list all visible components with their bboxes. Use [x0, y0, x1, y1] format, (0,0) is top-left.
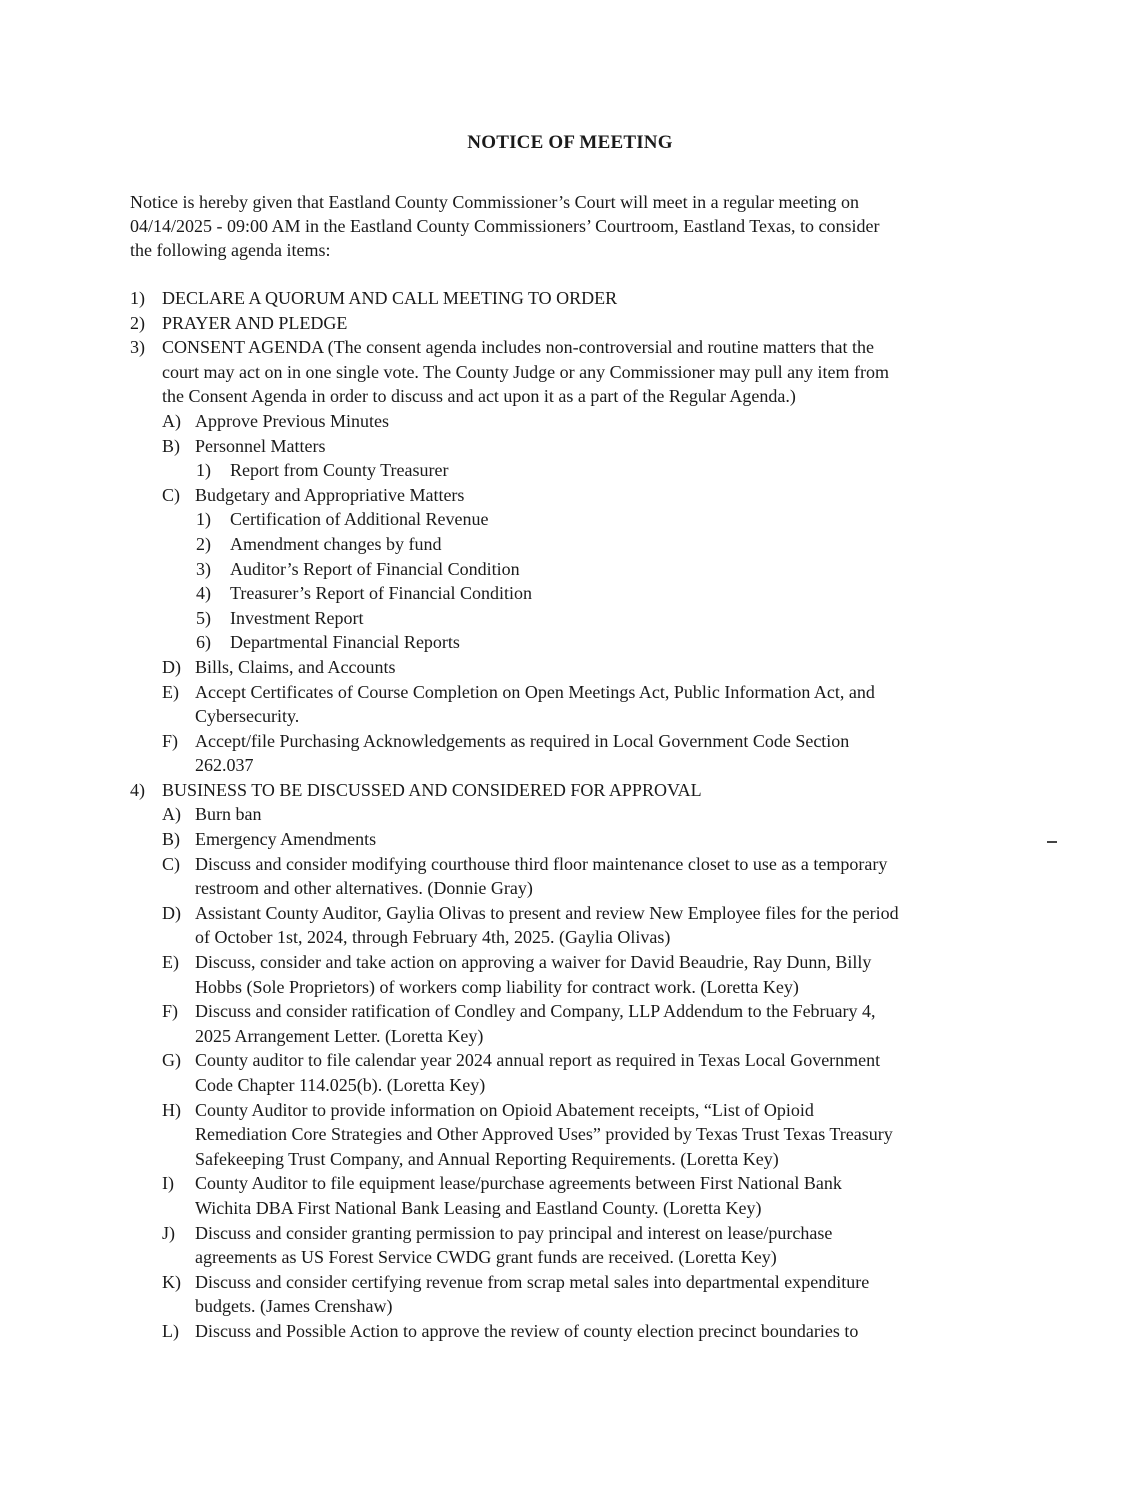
agenda-item-line: Accept Certificates of Course Completion on Open Meetings Act, Public Information Act, and	[195, 681, 875, 702]
agenda-item-number: E)	[162, 681, 179, 702]
agenda-item-line: Investment Report	[230, 607, 364, 628]
agenda-item-text	[162, 778, 1030, 803]
agenda-item-line: Code Chapter 114.025(b). (Loretta Key)	[195, 1075, 486, 1095]
agenda-item-line: Remediation Core Strategies and Other Approved Uses” provided by Texas Trust Texas Treasury	[195, 1124, 893, 1145]
agenda-item	[130, 778, 1030, 803]
agenda-item-line: Wichita DBA First National Bank Leasing and Eastland County. (Loretta Key)	[195, 1197, 762, 1218]
agenda-item-line: the Consent Agenda in order to discuss and act upon it as a part of the Regular Agenda.)	[162, 386, 796, 407]
page-title: NOTICE OF MEETING	[467, 132, 673, 153]
agenda-item-text	[195, 1319, 1030, 1344]
agenda-item-line: Personnel Matters	[195, 435, 326, 456]
agenda-item-number: B)	[162, 829, 180, 850]
agenda-item	[130, 1048, 1030, 1097]
agenda-item-number: D)	[162, 656, 181, 677]
agenda-item-text	[230, 581, 1030, 606]
agenda-item-number: 1)	[196, 509, 211, 530]
agenda-item	[130, 507, 1030, 532]
agenda-item-line: Safekeeping Trust Company, and Annual Reporting Requirements. (Loretta Key)	[195, 1148, 779, 1169]
agenda-item-text	[230, 630, 1030, 655]
agenda-item-text	[230, 606, 1030, 631]
agenda-item	[130, 1221, 1030, 1270]
notice-line: 04/14/2025 - 09:00 AM in the Eastland County Commissioners’ Courtroom, Eastland Texas, to consider	[130, 216, 880, 236]
agenda-item-text	[230, 458, 1030, 483]
agenda-item-number: 3)	[130, 337, 145, 358]
agenda-item	[130, 827, 1030, 852]
agenda-item-text	[195, 852, 1030, 901]
agenda-item	[130, 532, 1030, 557]
agenda-item-line: 2025 Arrangement Letter. (Loretta Key)	[195, 1025, 484, 1046]
agenda-item-line: Cybersecurity.	[195, 706, 300, 727]
agenda-item-line: Hobbs (Sole Proprietors) of workers comp liability for contract work. (Loretta Key)	[195, 976, 799, 997]
agenda-list	[130, 286, 1030, 1344]
agenda-item-line: Discuss and consider certifying revenue from scrap metal sales into departmental expenditure	[195, 1271, 870, 1292]
agenda-item-number: G)	[162, 1050, 181, 1071]
agenda-item	[130, 729, 1030, 778]
notice-paragraph	[130, 190, 1010, 262]
agenda-item-number: C)	[162, 484, 180, 505]
agenda-item	[130, 1098, 1030, 1172]
agenda-item-line: agreements as US Forest Service CWDG grant funds are received. (Loretta Key)	[195, 1247, 777, 1268]
scan-mark	[1047, 841, 1057, 843]
agenda-item-number: A)	[162, 804, 181, 825]
agenda-item-line: court may act on in one single vote. The County Judge or any Commissioner may pull any item from	[162, 361, 890, 382]
agenda-item-number: H)	[162, 1099, 181, 1120]
agenda-item-number: B)	[162, 435, 180, 456]
agenda-item-number: 3)	[196, 558, 211, 579]
agenda-item-text	[195, 827, 1030, 852]
agenda-item-line: 262.037	[195, 755, 254, 776]
agenda-item-line: Assistant County Auditor, Gaylia Olivas to present and review New Employee files for the period	[195, 902, 899, 923]
agenda-item-line: BUSINESS TO BE DISCUSSED AND CONSIDERED FOR APPROVAL	[162, 779, 702, 800]
agenda-item-line: budgets. (James Crenshaw)	[195, 1296, 393, 1317]
agenda-item	[130, 311, 1030, 336]
agenda-item-line: Discuss and consider modifying courthouse third floor maintenance closet to use as a temporary	[195, 853, 888, 874]
agenda-item-line: Amendment changes by fund	[230, 533, 442, 554]
agenda-item-number: 5)	[196, 607, 211, 628]
agenda-item-text	[195, 409, 1030, 434]
agenda-item-text	[195, 655, 1030, 680]
agenda-item-line: Certification of Additional Revenue	[230, 509, 489, 530]
agenda-item-line: DECLARE A QUORUM AND CALL MEETING TO ORDER	[162, 288, 618, 308]
agenda-item-line: Approve Previous Minutes	[195, 410, 389, 431]
agenda-item-line: County Auditor to file equipment lease/purchase agreements between First National Bank	[195, 1173, 842, 1194]
agenda-item-number: I)	[162, 1173, 174, 1194]
agenda-item	[130, 1171, 1030, 1220]
agenda-item	[130, 1270, 1030, 1319]
agenda-item-text	[162, 335, 1030, 409]
agenda-item-text	[195, 680, 1030, 729]
agenda-item-line: Discuss and Possible Action to approve the review of county election precinct boundaries to	[195, 1320, 859, 1341]
agenda-item-line: County Auditor to provide information on Opioid Abatement receipts, “List of Opioid	[195, 1099, 814, 1120]
agenda-item-text	[230, 532, 1030, 557]
agenda-item	[130, 999, 1030, 1048]
agenda-item-number: F)	[162, 730, 179, 751]
agenda-item-line: Bills, Claims, and Accounts	[195, 656, 396, 677]
agenda-item-number: A)	[162, 410, 181, 431]
agenda-item-number: 2)	[196, 533, 211, 554]
agenda-item	[130, 557, 1030, 582]
agenda-item-text	[195, 1048, 1030, 1097]
agenda-item	[130, 901, 1030, 950]
agenda-item-line: Discuss and consider ratification of Condley and Company, LLP Addendum to the February 4,	[195, 1001, 876, 1022]
agenda-item	[130, 1319, 1030, 1344]
agenda-item	[130, 581, 1030, 606]
agenda-item-line: Departmental Financial Reports	[230, 632, 460, 653]
agenda-item-text	[195, 1270, 1030, 1319]
agenda-item-text	[195, 999, 1030, 1048]
agenda-item	[130, 606, 1030, 631]
agenda-item-number: L)	[162, 1320, 179, 1341]
agenda-item-text	[195, 1221, 1030, 1270]
agenda-item-text	[195, 434, 1030, 459]
agenda-item	[130, 483, 1030, 508]
agenda-item-text	[195, 1098, 1030, 1172]
agenda-item-line: County auditor to file calendar year 2024 annual report as required in Texas Local Government	[195, 1050, 881, 1071]
agenda-item-text	[195, 901, 1030, 950]
agenda-item-number: K)	[162, 1271, 181, 1292]
agenda-item-line: Accept/file Purchasing Acknowledgements as required in Local Government Code Section	[195, 730, 850, 751]
agenda-item-text	[195, 729, 1030, 778]
agenda-item	[130, 680, 1030, 729]
agenda-item-line: Report from County Treasurer	[230, 460, 449, 481]
agenda-item	[130, 852, 1030, 901]
agenda-item-text	[195, 1171, 1030, 1220]
agenda-item-number: J)	[162, 1222, 175, 1243]
agenda-item-line: Burn ban	[195, 804, 262, 825]
agenda-item-number: C)	[162, 853, 180, 874]
agenda-item-line: Budgetary and Appropriative Matters	[195, 484, 465, 505]
notice-line: the following agenda items:	[130, 240, 331, 260]
agenda-item-line: restroom and other alternatives. (Donnie Gray)	[195, 878, 533, 899]
agenda-item-number: 2)	[130, 312, 145, 333]
agenda-item-text	[195, 950, 1030, 999]
agenda-item-line: CONSENT AGENDA (The consent agenda includes non-controversial and routine matters that the	[162, 337, 874, 358]
agenda-item-line: of October 1st, 2024, through February 4th, 2025. (Gaylia Olivas)	[195, 927, 671, 948]
agenda-item-text	[162, 311, 1030, 336]
agenda-item-number: E)	[162, 952, 179, 973]
agenda-item-number: 1)	[196, 460, 211, 481]
agenda-item-text	[195, 483, 1030, 508]
agenda-item-line: Auditor’s Report of Financial Condition	[230, 558, 520, 579]
agenda-item-number: F)	[162, 1001, 179, 1022]
agenda-item	[130, 409, 1030, 434]
agenda-item-number: 4)	[130, 779, 145, 800]
agenda-item-number: 4)	[196, 583, 211, 604]
agenda-item	[130, 950, 1030, 999]
agenda-item-text	[195, 802, 1030, 827]
agenda-item-text	[230, 507, 1030, 532]
agenda-item-line: Discuss, consider and take action on approving a waiver for David Beaudrie, Ray Dunn, Billy	[195, 952, 872, 973]
notice-line: Notice is hereby given that Eastland County Commissioner’s Court will meet in a regular meeting on	[130, 192, 860, 212]
agenda-item	[130, 630, 1030, 655]
agenda-item-text	[162, 286, 1030, 311]
agenda-item-text	[230, 557, 1030, 582]
agenda-item-line: Emergency Amendments	[195, 829, 377, 850]
agenda-item-line: Treasurer’s Report of Financial Condition	[230, 583, 532, 604]
agenda-item	[130, 458, 1030, 483]
agenda-item	[130, 655, 1030, 680]
agenda-item-line: Discuss and consider granting permission to pay principal and interest on lease/purchase	[195, 1222, 833, 1243]
agenda-item	[130, 802, 1030, 827]
agenda-item-number: 1)	[130, 288, 145, 308]
agenda-item-number: 6)	[196, 632, 211, 653]
agenda-item-line: PRAYER AND PLEDGE	[162, 312, 348, 333]
agenda-item	[130, 335, 1030, 409]
agenda-item	[130, 434, 1030, 459]
agenda-item	[130, 286, 1030, 311]
agenda-item-number: D)	[162, 902, 181, 923]
